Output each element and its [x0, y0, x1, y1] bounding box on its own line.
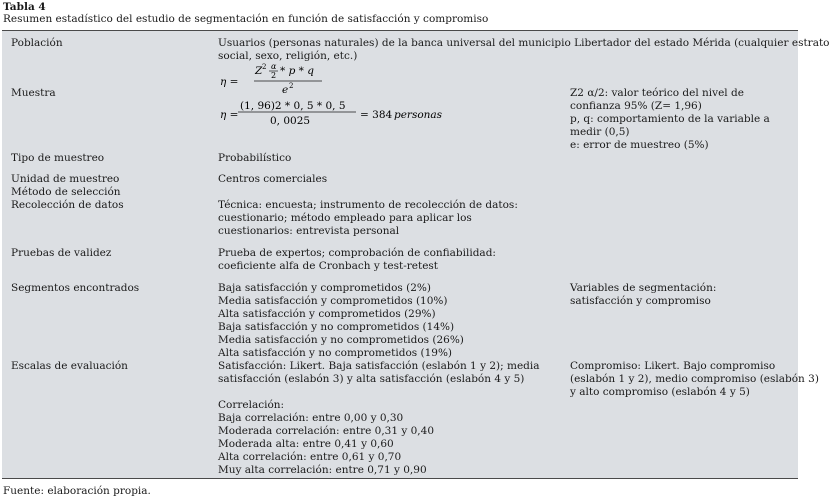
muestra-note-5: e: error de muestreo (5%)	[570, 139, 709, 151]
value-escalas-line2: satisfacción (eslabón 3) y alta satisfacción (eslabón 4 y 5)	[218, 373, 525, 385]
sample-size-formula	[218, 62, 338, 96]
muestra-note-1: Z2 α/2: valor teórico del nivel de	[570, 87, 744, 99]
muestra-note-2: confianza 95% (Z= 1,96)	[570, 100, 702, 112]
segmentos-note-1: Variables de segmentación:	[570, 282, 717, 294]
segment-item: Baja satisfacción y no comprometidos (14%)	[218, 321, 455, 333]
label-poblacion: Población	[11, 37, 63, 49]
table-title: Tabla 4	[3, 1, 46, 13]
formula1-e-sup: 2	[289, 82, 294, 90]
formula1-e: e	[282, 84, 289, 96]
formula1-alpha: α	[271, 62, 277, 71]
value-poblacion-line1: Usuarios (personas naturales) de la banca universal del municipio Libertador del estado Mérida (cualquier estrato	[218, 37, 830, 49]
table-top-rule	[2, 30, 798, 31]
formula1-z: Z	[255, 65, 263, 77]
table-subtitle: Resumen estadístico del estudio de segmentación en función de satisfacción y compromiso	[3, 13, 489, 25]
label-tipo-muestreo: Tipo de muestreo	[11, 152, 105, 164]
formula2-denominator: 0, 0025	[270, 115, 311, 127]
segment-item: Alta satisfacción y comprometidos (29%)	[218, 308, 436, 320]
sample-size-calculation	[218, 98, 443, 128]
value-unidad-muestreo: Centros comerciales	[218, 173, 328, 185]
segment-item: Baja satisfacción y comprometidos (2%)	[218, 282, 431, 294]
value-pruebas-validez-line2: coeficiente alfa de Cronbach y test-retest	[218, 260, 439, 272]
formula1-rest: * p * q	[280, 65, 314, 77]
table-bottom-rule	[2, 478, 798, 479]
formula2-lhs: η =	[220, 109, 239, 121]
value-poblacion-line2: social, sexo, religión, etc.)	[218, 50, 358, 62]
correlation-item: Baja correlación: entre 0,00 y 0,30	[218, 412, 404, 424]
formula1-z-sup: 2	[262, 63, 267, 71]
escalas-note-1: Compromiso: Likert. Bajo compromiso	[570, 360, 776, 372]
correlation-item: Alta correlación: entre 0,61 y 0,70	[218, 451, 402, 463]
value-escalas-line1: Satisfacción: Likert. Baja satisfacción (eslabón 1 y 2); media	[218, 360, 540, 372]
segment-item: Media satisfacción y no comprometidos (26%)	[218, 334, 464, 346]
label-segmentos: Segmentos encontrados	[11, 282, 140, 294]
label-pruebas-validez: Pruebas de validez	[11, 247, 112, 259]
segmentos-note-2: satisfacción y compromiso	[570, 295, 711, 307]
correlation-item: Muy alta correlación: entre 0,71 y 0,90	[218, 464, 427, 476]
label-unidad-muestreo: Unidad de muestreo	[11, 173, 120, 185]
formula2-unit: personas	[394, 109, 443, 121]
value-tipo-muestreo: Probabilístico	[218, 152, 292, 164]
formula2-result: = 384	[360, 109, 393, 121]
correlation-heading: Correlación:	[218, 399, 285, 411]
formula1-two: 2	[271, 71, 277, 80]
label-metodo-seleccion: Método de selección	[11, 186, 121, 198]
correlation-item: Moderada alta: entre 0,41 y 0,60	[218, 438, 394, 450]
muestra-note-3: p, q: comportamiento de la variable a	[570, 113, 770, 125]
formula2-numerator: (1, 96)2 * 0, 5 * 0, 5	[240, 100, 346, 112]
formula1-lhs: η =	[220, 76, 239, 88]
label-recoleccion: Recolección de datos	[11, 199, 124, 211]
segment-item: Alta satisfacción y no comprometidos (19%)	[218, 347, 453, 359]
value-pruebas-validez-line1: Prueba de expertos; comprobación de confiabilidad:	[218, 247, 496, 259]
value-recoleccion-line3: cuestionarios: entrevista personal	[218, 225, 400, 237]
escalas-note-2: (eslabón 1 y 2), medio compromiso (eslabón 3)	[570, 373, 819, 385]
escalas-note-3: y alto compromiso (eslabón 4 y 5)	[570, 386, 750, 398]
correlation-item: Moderada correlación: entre 0,31 y 0,40	[218, 425, 435, 437]
table-source-footnote: Fuente: elaboración propia.	[3, 485, 151, 497]
value-recoleccion-line2: cuestionario; método empleado para aplicar los	[218, 212, 472, 224]
value-recoleccion-line1: Técnica: encuesta; instrumento de recolección de datos:	[218, 199, 518, 211]
muestra-note-4: medir (0,5)	[570, 126, 630, 138]
segment-item: Media satisfacción y comprometidos (10%)	[218, 295, 448, 307]
label-escalas: Escalas de evaluación	[11, 360, 128, 372]
label-muestra: Muestra	[11, 87, 56, 99]
